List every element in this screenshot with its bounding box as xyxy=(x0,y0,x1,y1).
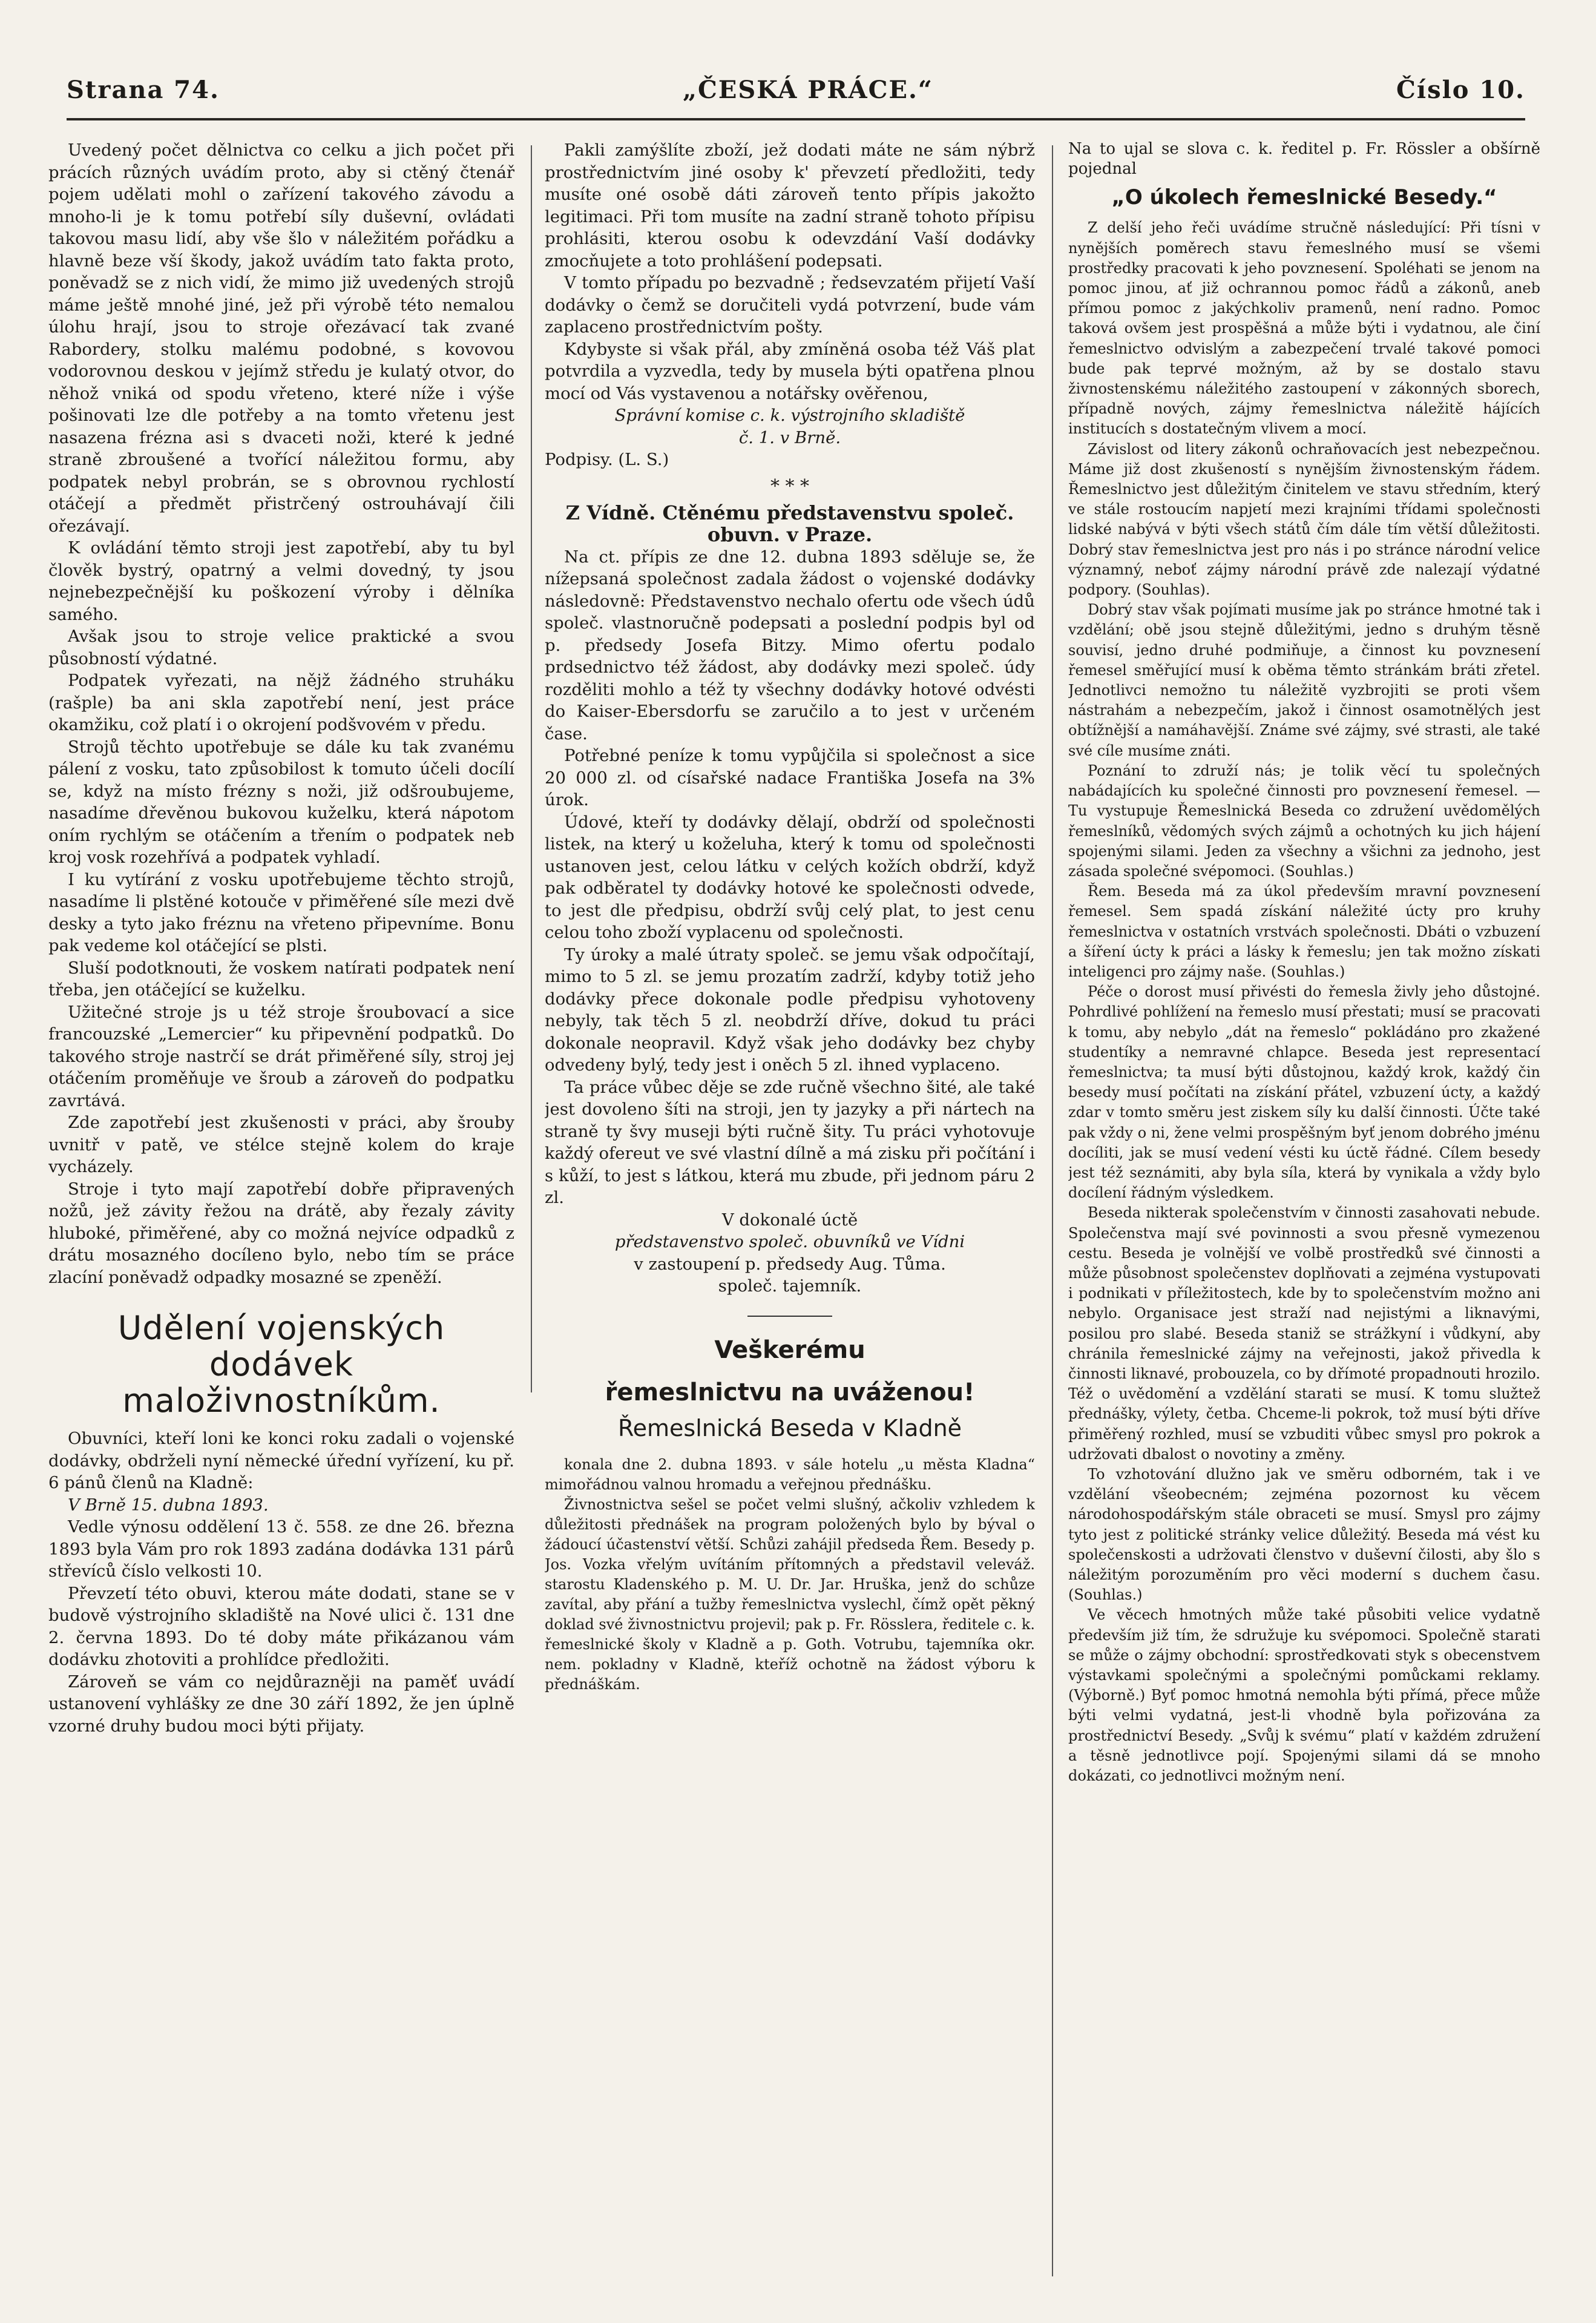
article-paragraph: Převzetí této obuvi, kterou máte dodati, stane se v budově výstrojního skladiště na Nové ulici č. 131 dne 2. června 1893. Do té doby máte přikázanou vám dodávku zhotoviti a prohlídce předložiti. xyxy=(48,1583,514,1669)
article-paragraph: Strojů těchto upotřebuje se dále ku tak zvanému pálení z vosku, tato způsobilost k tomuto účeli docílí se, když na místo frézny s noži, již odšroubujeme, nasadíme dřevěnou bukovou kuželku, která nápotom oním rychlým se otáčením a třením o podpatek neb kroj vosk rozehřívá a podpatek vyhladí. xyxy=(48,737,514,867)
column-middle xyxy=(545,139,1035,2295)
page-header xyxy=(67,76,1525,120)
article-paragraph: Pakli zamýšlíte zboží, jež dodati máte ne sám nýbrž prostřednictvím jiné osoby k' převzetí předložiti, tedy musíte oné osobě dáti zároveň tento přípis jakožto legitimaci. Při tom musíte na zadní straně tohoto přípisu prohlásiti, kterou osobu k odevzdání Vaší dodávky zmocňujete a toto prohlášení podepsati. xyxy=(545,140,1035,271)
article-paragraph: Užitečné stroje js u též stroje šroubovací a sice francouzské „Lemercier“ ku připevnění podpatků. Do takového stroje nastrčí se drát přiměřené síly, stroj jej otáčením proměňuje ve šroub a zároveň do podpatku zavrtává. xyxy=(48,1002,514,1110)
article-paragraph: K ovládání těmto stroji jest zapotřebí, aby tu byl člověk bystrý, opatrný a velmi dovedný, ty jsou nejnebezpečnější ku poškození výroby i dělníka samého. xyxy=(48,538,514,624)
article-paragraph: Stroje i tyto mají zapotřebí dobře připravených nožů, jež závity řežou na drátě, aby řezaly závity hluboké, přiměřené, aby co možná nejvíce odpadků z drátu mosazného docíleno bylo, nebo tím se práce zlacíní poněvadž odpadky mosazné se zpeněží. xyxy=(48,1179,514,1287)
article-paragraph: Závislost od litery zákonů ochraňovacích jest nebezpečnou. Máme již dost zkušeností s nynějším živnostenským řádem. Řemeslnictvo jest důležitým činitelem ve stavu středním, který ve stále rostoucím napjetí mezi krajními třídami společnosti lidské nabývá v býti všech států čím dále tím větší důležitosti. Dobrý stav řemeslnictva jest pro nás i po stránce národní velice významný, neboť zájmy národní právě zde nalezají výdatné podpory. (Souhlas). xyxy=(1068,440,1540,599)
article-paragraph: Obuvníci, kteří loni ke konci roku zadali o vojenské dodávky, obdrželi nyní německé úřední vyřízení, ku př. 6 pánů členů na Kladně: xyxy=(48,1429,514,1492)
article-paragraph: Kdybyste si však přál, aby zmíněná osoba též Váš plat potvrdila a vyzvedla, tedy by musela býti opatřena plnou mocí od Vás vystavenou a notářsky ověřenou, xyxy=(545,339,1035,403)
article-paragraph: Dobrý stav však pojímati musíme jak po stránce hmotné tak i vzdělání; obě jsou stejně důležitými, jedno s druhým těsně souvisí, jedno druhé podmiňuje, a činnost ku povznesení řemesel směřující musí k oběma těmto stránkám bráti zřetel. Jednotlivci nemožno tu náležitě vyzbrojiti se proti všem nástrahám a nebezpečím, jakož i činnost osamotnělých jest obtížnější a namáhavější. Známe své zájmy, své strasti, ale také své cíle musíme znáti. xyxy=(1068,601,1540,759)
article-paragraph: Živnostnictva sešel se počet velmi slušný, ačkoliv vzhledem k důležitosti přednášek na program položených bylo by býval o žádoucí účastenství větší. Schůzi zahájil předseda Řem. Besedy p. Jos. Vozka vřelým uvítáním přítomných a představil veleváž. starostu Kladenského p. M. U. Dr. Jar. Hruška, jenž do schůze zavítal, aby přání a tužby řemeslnictva vyslechl, čímž opět pěkný doklad své živnostnictvu projevil; pak p. Fr. Rösslera, ředitele c. k. řemeslnické školy v Kladně a p. Goth. Votrubu, tajemníka okr. nem. pokladny v Kladně, kteříž ochotně na žádost výboru k přednáškám. xyxy=(545,1495,1035,1693)
speech-title: „O úkolech řemeslnické Besedy.“ xyxy=(1111,185,1497,210)
article-paragraph: Zde zapotřebí jest zkušenosti v práci, aby šrouby uvnitř v patě, ve stélce stejně kolem do kraje vycházely. xyxy=(48,1113,514,1176)
article-paragraph: Zároveň se vám co nejdůrazněji na paměť uvádí ustanovení vyhlášky ze dne 30 září 1892, že jen úplně vzorné druhy budou moci býti přijaty. xyxy=(48,1672,514,1736)
article-paragraph: Ta práce vůbec děje se zde ručně všechno šité, ale také jest dovoleno šíti na stroji, jen ty jazyky a při nártech na straně ty švy museji býti ručně šity. Tu práci vyhotovuje každý ofereut ve své vlastní dílně a má zisku při počítání i s kůží, to jest s látkou, která mu zbude, při jednom páru 2 zl. xyxy=(545,1077,1035,1207)
vienna-letter-heading: Z Vídně. Ctěnému představenstvu společ. obuvn. v Praze. xyxy=(565,501,1014,546)
article-paragraph: Řem. Beseda má za úkol především mravní povznesení řemesel. Sem spadá získání náležité úcty pro kruhy řemeslnictva v ostatních vrstvách společnosti. Dbáti o vzbuzení a šíření úcty k práci a lásky k řemeslu; jen tak možno získati inteligenci pro zájmy naše. (Souhlas.) xyxy=(1068,883,1540,980)
issue-number: Číslo 10. xyxy=(1396,76,1525,104)
column-right xyxy=(1068,139,1540,2295)
article-paragraph: Ty úroky a malé útraty společ. se jemu však odpočítají, mimo to 5 zl. se jemu prozatím zadrží, kdyby totiž jeho dodávky přece dokonale podle předpisu vyhotoveny nebyly, tak těch 5 zl. neobdrží dříve, dokud tu práci dokonale neopravil. Když však jeho dodávky bez chyby odvedeny bylý, tedy jest i oněch 5 zl. ihned vyplaceno. xyxy=(545,944,1035,1075)
article-paragraph: Avšak jsou to stroje velice praktické a svou působností výdatné. xyxy=(48,627,514,668)
article-paragraph: Uvedený počet dělnictva co celku a jich počet při prácích různých uvádím proto, aby si ctěný čtenář pojem udělati mohl o zařízení takového závodu a mnoho-li je k tomu potřebí síly duševní, ovládati takovou masu lidí, aby vše šlo v náležitém pořádku a hlavně beze vší škody, jakož uvádím tato fakta proto, poněvadž se z nich vidí, že mimo již uvedených strojů máme ještě mnohé jiné, jež při výrobě této nemalou úlohu hrají, jsou to stroje ořezávací tak zvané Rabordery, stolku malému podobné, s kovovou vodorovnou deskou v jejímž středu je kulatý otvor, do něhož vniká od spodu vřeteno, které níže i výše pošinovati lze dle potřeby a na tomto vřetenu jest nasazena frézna asi s dvaceti noži, které k jedné straně zbroušené a tvořící náležitou formu, aby podpatek nebyl probrán, se s obrovnou rychlostí otáčejí a předmět přistrčený ostrouhávají čili ořezávají. xyxy=(48,140,514,536)
article-paragraph: I ku vytírání z vosku upotřebujeme těchto strojů, nasadíme li plstěné kotouče v přiměřené síle mezi dvě desky a tyto jako fréznu na vřeteno připevníme. Bonu pak vedeme kol otáčející se plsti. xyxy=(48,869,514,955)
column-rule-2 xyxy=(1052,145,1053,2276)
article-paragraph: Beseda nikterak společenstvím v činnosti zasahovati nebude. Společenstva mají své povinnosti a svou přesně vymezenou cestu. Beseda je volnější ve volbě prostředků své činnosti a může působnost společenstev doplňovati a zejména vystupovati i podnikati v příležitostech, kde by to společenstvím možno ani nebylo. Organisace jest straží nad nejistými a liknavými, posilou pro slabé. Beseda staniž se strážkyní i vůdkyní, aby chránila řemeslnické zájmy na veřejnosti, jakož přivedla k činnosti liknavé, probouzela, co by dřímoté propadnouti hrozilo. Též o uvědomění a vzdělání starati se musí. K tomu služtež přednášky, výlety, četba. Chceme-li pokrok, tož musí býti dříve přiměřený rozhled, musí se vzbuditi vůbec smysl pro pokrok a udržovati dbalost o novotiny a změny. xyxy=(1068,1204,1540,1463)
divider xyxy=(747,1316,832,1317)
ad-heading-beseda: Řemeslnická Beseda v Kladně xyxy=(617,1414,962,1442)
section-stars: * * * xyxy=(770,475,810,497)
article-paragraph: V tomto případu po bezvadně ; ředsevzatém přijetí Vaší dodávky o čemž se doručiteli vydá potvrzení, bude vám zaplaceno prostřednictvím pošty. xyxy=(545,273,1035,337)
closing-line: v zastoupení p. předsedy Aug. Tůma. xyxy=(634,1254,946,1274)
article-paragraph: Sluší podotknouti, že voskem natírati podpatek není třeba, jen otáčející se kuželku. xyxy=(48,958,514,1000)
article-paragraph: Ve věcech hmotných může také působiti velice vydatně především již tím, že sdružuje ku svépomoci. Společně starati se může o zájmy obchodní: sprostředkovati styk s obecenstvem výstavkami společnými a společnými pomůckami reklamy. (Výborně.) Byť pomoc hmotná nemohla býti přímá, přece může býti velmi vydatná, jest-li vhodně byla pořizována za prostřednictví Besedy. „Svůj k svému“ platí v každém združení a těsně jednotlivce pojí. Spojenými silami dá se mnoho dokázati, co jednotlivci možným není. xyxy=(1068,1606,1540,1785)
ad-heading-line2: řemeslnictvu na uváženou! xyxy=(605,1378,975,1406)
page-number: Strana 74. xyxy=(67,76,220,104)
closing-line: V dokonalé úctě xyxy=(721,1210,858,1230)
article-paragraph: Poznání to združí nás; je tolik věcí tu společných nabádajících ku společné činnosti pro povznesení řemesel. — Tu vystupuje Řemeslnická Beseda co združení uvědomělých řemeslníků, vědomých svých zájmů a ochotných ku jich hájení spojenými silami. Jeden za všechny a všichni za jednoho, jest zásada společné svépomoci. (Souhlas.) xyxy=(1068,762,1540,880)
article-paragraph: konala dne 2. dubna 1893. v sále hotelu „u města Kladna“ mimořádnou valnou hromadu a veřejnou přednášku. xyxy=(545,1455,1035,1493)
beseda-report xyxy=(545,1455,1035,1695)
column-left xyxy=(48,139,514,2295)
article-paragraph: Na ct. přípis ze dne 12. dubna 1893 sděluje se, že nížepsaná společnost zadala žádost o vojenské dodávky následovně: Představenstvo nechalo ofertu ode všech údů společ. vlastnoručně podepsati a poslední podpis byl od p. předsedy Josefa Bitzy. Mimo ofertu podalo prdsednictvo též žádost, aby dodávky mezi společ. údy rozděliti mohlo a též ty všechny dodávky hotové odvésti do Kaiser-Ebersdorfu se zaručilo a to jest v určeném čase. xyxy=(545,547,1035,743)
closing-line: představenstvo společ. obuvníků ve Vídni xyxy=(614,1232,965,1251)
article-heading-military-supplies: Udělení vojenských dodávek maloživnostníkům. xyxy=(117,1309,445,1420)
article-paragraph: To vzhotování dlužno jak ve směru odborném, tak i ve vzdělání všeobecném; zejména pozornost ku věcem národohospodářským stále obraceti se musí. Smysl pro zájmy tyto jest z politické stránky velice důležitý. Beseda má vést ku společenskosti a udržovati členstvo v duševní čilosti, aby šlo s náležitým porozuměním pro věci moderní s duchem času. (Souhlas.) xyxy=(1068,1466,1540,1604)
signature-location: č. 1. v Brně. xyxy=(738,427,841,447)
article-paragraph: Potřebné peníze k tomu vypůjčila si společnost a sice 20 000 zl. od císařské nadace Františka Josefa na 3% úrok. xyxy=(545,746,1035,809)
article-paragraph: Vedle výnosu oddělení 13 č. 558. ze dne 26. března 1893 byla Vám pro rok 1893 zadána dodávka 131 párů střevíců číslo velkosti 10. xyxy=(48,1517,514,1581)
signature-commission: Správní komise c. k. výstrojního skladiště xyxy=(614,406,965,425)
column-rule-1 xyxy=(531,145,532,1392)
masthead-title: „ČESKÁ PRÁCE.“ xyxy=(682,76,933,104)
signature-line: Podpisy. (L. S.) xyxy=(545,450,669,469)
article-paragraph: Z delší jeho řeči uvádíme stručně následující: Při tísni v nynějších poměrech stavu řemeslného musí se všemi prostředky pracovati k jeho povznesení. Spoléhati se jenom na pomoc jinou, ať již ochrannou pomoc řádů a zákonů, aneb přímou pomoc z jakýchkoliv pramenů, není radno. Pomoc taková ovšem jest prospěšná a může býti i vydatnou, ale činí řemeslnictvo odvislým a zabezpečení trvalé takové pomoci bude pak teprvé možným, až by se dostalo stavu živnostenskému náležitého zastoupení v zákonných sborech, případně nových, zájmy řemeslnictva náležitě hájících institucích s dostatečným vlivem a mocí. xyxy=(1068,219,1540,438)
letter-place-date: V Brně 15. dubna 1893. xyxy=(68,1495,269,1515)
lead-line: Na to ujal se slova c. k. ředitel p. Fr. Rössler a obšírně pojednal xyxy=(1068,140,1540,179)
ad-heading-line1: Veškerému xyxy=(714,1336,865,1364)
article-paragraph: Údové, kteří ty dodávky dělají, obdrží od společnosti listek, na který u koželuha, který k tomu od společnosti ustanoven jest, celou látku v celých kožích obdrží, když pak odběratel ty dodávky hotové ke společnosti odvede, to jest dle předpisu, obdrží svůj celý plat, to jest cenu celou toho zboží vyplacenu od společnosti. xyxy=(545,812,1035,942)
article-paragraph: Péče o dorost musí přivésti do řemesla živly jeho důstojné. Pohrdlivé pohlížení na řemeslo musí přestati; musí se pracovati k tomu, aby nebylo „dát na řemeslo“ pokládáno pro zkažené studentíky a nemravné chlapce. Beseda jest representací řemeslnictva; ta musí býti důstojnou, každý krok, každý čin besedy musí počítati na získání přátel, vzbuzení úcty, a každý zdar v tomto směru jest ziskem síly ku další činnosti. Účte také pak vždy o ni, žene velmi prospěšným byť jenom dobrého jménu docíliti, jak se musí vedení vésti ku úctě řádné. Cílem besedy jest též seznámiti, aby byla síla, která by vynikala a vždy bylo docílení řádným výsledkem. xyxy=(1068,983,1540,1202)
closing-line: společ. tajemník. xyxy=(718,1276,862,1296)
article-paragraph: Podpatek vyřezati, na nějž žádného struháku (rašple) ba ani skla zapotřebí není, jest práce okamžiku, což platí i o okrojení podšvovém v předu. xyxy=(48,671,514,734)
